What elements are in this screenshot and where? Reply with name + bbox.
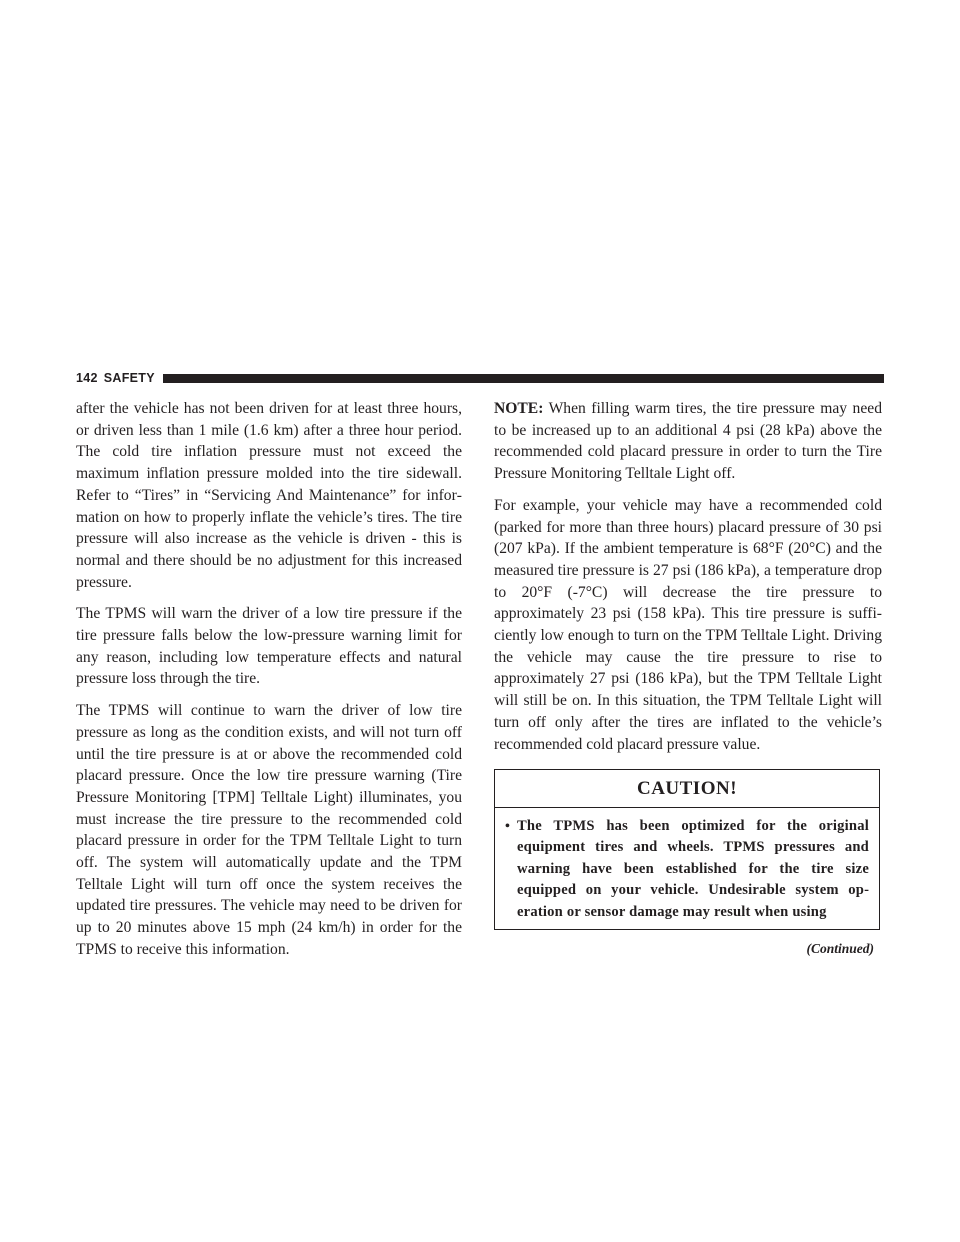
note-text: When filling warm tires, the tire pressure may need to be increased up to an additional 4 psi (28 kPa) above the recommended cold placard pressure in order to turn the Tire Pressure Monitoring Telltale Light off. xyxy=(494,400,882,483)
note-paragraph xyxy=(494,398,882,485)
bullet-icon: • xyxy=(505,818,510,834)
page-number: 142 xyxy=(76,371,98,385)
left-column xyxy=(76,398,462,971)
caution-title: CAUTION! xyxy=(495,770,879,808)
continued-label: (Continued) xyxy=(806,940,874,956)
paragraph: The TPMS will continue to warn the driver of low tire pressure as long as the condition exists, and will not turn off until the tire pressure is at or above the recommended cold placard pressure. Once the low tire pressure warning (Tire Pressure Monitoring [TPM] Telltale Light) illuminates, you must increase the tire pressure to the recommended cold placard pressure in order for the TPM Telltale Light to turn off. The system will automatically update and the TPM Telltale Light will turn off once the system receives the updated tire pressures. The vehicle may need to be driven for up to 20 minutes above 15 mph (24 km/h) in order for the TPMS to receive this information. xyxy=(76,702,462,958)
header-label xyxy=(76,371,155,385)
note-label: NOTE: xyxy=(494,400,544,417)
paragraph: after the vehicle has not been driven for at least three hours, or driven less than 1 mile (1.6 km) after a three hour period. The cold tire inflation pressure must not exceed the maximum inflation pressure molded into the tire sidewall. Refer to “Tires” in “Servicing And Maintenance” for information on how to properly inflate the vehicle’s tires. The tire pressure will also increase as the vehicle is driven - this is normal and there should be no adjustment for this increased pressure. xyxy=(76,400,462,591)
page-header xyxy=(76,370,884,386)
right-column xyxy=(494,398,882,960)
section-title: SAFETY xyxy=(103,371,155,385)
header-rule xyxy=(163,374,884,383)
caution-box xyxy=(494,769,880,930)
caution-text: The TPMS has been optimized for the original equipment tires and wheels. TPMS pressures and warning have been established for the tire size equipped on your vehicle. Undesirable system operation or sensor damage may result when using xyxy=(517,817,869,920)
caution-body xyxy=(495,808,879,929)
paragraph: For example, your vehicle may have a recommended cold (parked for more than three hours) placard pressure of 30 psi (207 kPa). If the ambient temperature is 68°F (20°C) and the measured tire pressure is 27 psi (186 kPa), a temperature drop to 20°F (-7°C) will decrease the tire pressure to approximately 23 psi (158 kPa). This tire pressure is sufficiently low enough to turn on the TPM Telltale Light. Driving the vehicle may cause the tire pressure to rise to approximately 27 psi (186 kPa), but the TPM Telltale Light will still be on. In this situation, the TPM Telltale Light will turn off only after the tires are inflated to the vehicle’s recommended cold placard pressure value. xyxy=(494,496,882,753)
paragraph: The TPMS will warn the driver of a low tire pressure if the tire pressure falls below the low-pressure warning limit for any reason, including low temperature effects and natural pressure loss through the tire. xyxy=(76,605,462,688)
